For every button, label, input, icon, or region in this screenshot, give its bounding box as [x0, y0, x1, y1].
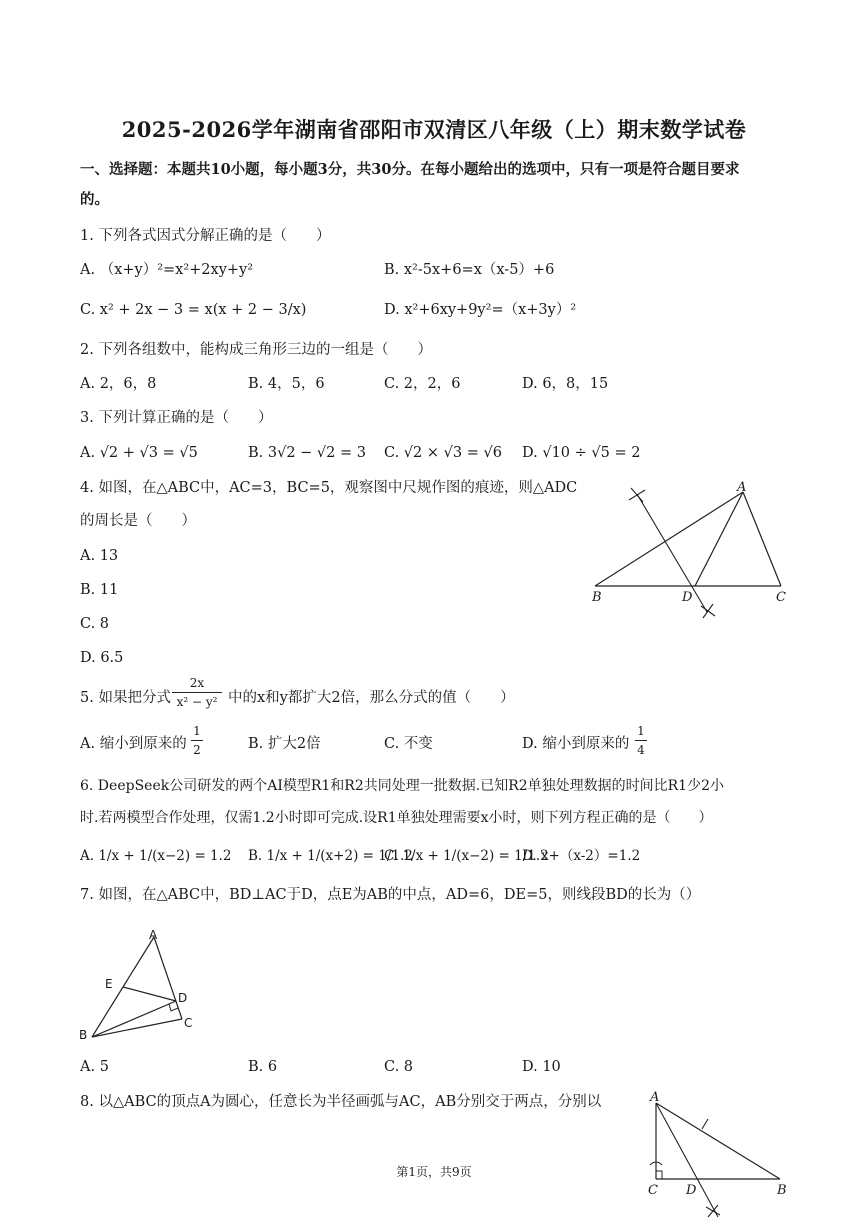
question-5-option-c: C. 不变: [384, 736, 433, 752]
question-5-option-d-denominator: 4: [637, 743, 645, 757]
question-3-stem: 3. 下列计算正确的是（ ）: [80, 410, 273, 426]
question-1-stem: 1. 下列各式因式分解正确的是（ ）: [80, 228, 331, 244]
page-footer: 第1页，共9页: [396, 1165, 472, 1179]
section-heading-line1: 一、选择题：本题共10小题，每小题3分，共30分。在每小题给出的选项中，只有一项是符合题目要求: [80, 161, 740, 178]
question-4-option-d: D. 6.5: [80, 650, 124, 666]
q4-vertex-a-label: A: [737, 480, 747, 495]
question-4-option-c: C. 8: [80, 616, 110, 632]
question-5-option-b: B. 扩大2倍: [248, 736, 321, 752]
q7-vertex-c-label: C: [184, 1016, 193, 1030]
question-3-option-b: B. 3√2 − √2 = 3: [248, 445, 366, 461]
q7-point-d-label: D: [178, 991, 188, 1005]
question-6-stem-line2: 时.若两模型合作处理，仅需1.2小时即可完成.设R1单独处理需要x小时，则下列方程正确的是（ ）: [80, 810, 713, 826]
section-heading-line2: 的。: [80, 191, 109, 208]
q4-point-d-label: D: [682, 590, 693, 605]
q7-point-e-label: E: [105, 977, 113, 991]
question-4-stem-line2: 的周长是（ ）: [80, 513, 196, 529]
question-1-option-a: A. （x+y）²=x²+2xy+y²: [80, 262, 254, 278]
q8-vertex-c-label: C: [648, 1183, 658, 1198]
question-7-triangle-figure: [80, 925, 200, 1050]
question-3-option-a: A. √2 + √3 = √5: [80, 445, 198, 461]
question-7-option-a: A. 5: [80, 1059, 109, 1075]
page-title: 2025-2026学年湖南省邵阳市双清区八年级（上）期末数学试卷: [121, 117, 747, 142]
question-5-stem-pre: 5. 如果把分式: [80, 690, 171, 706]
question-5-option-d-text: D. 缩小到原来的: [522, 736, 630, 752]
question-3-option-c: C. √2 × √3 = √6: [384, 445, 502, 461]
question-5-fraction-bar: [172, 692, 222, 693]
question-7-option-c: C. 8: [384, 1059, 414, 1075]
question-2-stem: 2. 下列各组数中，能构成三角形三边的一组是（ ）: [80, 342, 432, 358]
question-5-option-a-text: A. 缩小到原来的: [80, 736, 187, 752]
question-5-stem-post: 中的x和y都扩大2倍，那么分式的值（ ）: [228, 690, 515, 706]
question-8-triangle-figure: [640, 1095, 790, 1220]
question-7-option-d: D. 10: [522, 1059, 561, 1075]
question-5-fraction-numerator: 2x: [189, 676, 205, 690]
question-1-option-d: D. x²+6xy+9y²=（x+3y）²: [384, 302, 577, 318]
question-5-option-a-bar: [191, 740, 203, 741]
q4-vertex-b-label: B: [592, 590, 602, 605]
question-2-option-b: B. 4，5，6: [248, 376, 325, 392]
question-1-option-c: C. x² + 2x − 3 = x(x + 2 − 3/x): [80, 302, 307, 318]
question-3-option-d: D. √10 ÷ √5 = 2: [522, 445, 641, 461]
question-4-option-a: A. 13: [80, 548, 119, 564]
question-7-stem: 7. 如图，在△ABC中，BD⊥AC于D，点E为AB的中点，AD=6，DE=5，则线段BD的长为（）: [80, 887, 701, 903]
question-5-fraction-denominator: x² − y²: [176, 695, 218, 709]
q7-vertex-a-label: A: [149, 928, 158, 942]
question-5-option-d-bar: [635, 740, 647, 741]
question-2-option-a: A. 2，6，8: [80, 376, 157, 392]
question-5-option-a-numerator: 1: [193, 724, 201, 738]
question-1-option-b: B. x²-5x+6=x（x-5）+6: [384, 262, 555, 278]
question-5-option-a-denominator: 2: [193, 743, 201, 757]
question-8-stem: 8. 以△ABC的顶点A为圆心，任意长为半径画弧与AC，AB分别交于两点，分别以: [80, 1094, 602, 1110]
question-7-option-b: B. 6: [248, 1059, 278, 1075]
q4-vertex-c-label: C: [776, 590, 786, 605]
question-6-option-d: D. x+（x-2）=1.2: [522, 848, 641, 864]
question-4-stem-line1: 4. 如图，在△ABC中，AC=3，BC=5，观察图中尺规作图的痕迹，则△ADC: [80, 480, 578, 496]
q8-vertex-a-label: A: [650, 1090, 660, 1105]
question-2-option-d: D. 6，8，15: [522, 376, 609, 392]
question-6-option-b: B. 1/x + 1/(x+2) = 1/1.2: [248, 848, 413, 864]
q8-point-d-label: D: [686, 1183, 697, 1198]
question-6-option-c: C. 1/x + 1/(x−2) = 1/1.2: [384, 848, 549, 864]
question-4-option-b: B. 11: [80, 582, 119, 598]
question-2-option-c: C. 2，2，6: [384, 376, 461, 392]
question-6-stem-line1: 6. DeepSeek公司研发的两个AI模型R1和R2共同处理一批数据.已知R2单独处理数据的时间比R1少2小: [80, 778, 724, 794]
q8-vertex-b-label: B: [777, 1183, 787, 1198]
question-6-option-a: A. 1/x + 1/(x−2) = 1.2: [80, 848, 232, 864]
q7-vertex-b-label: B: [79, 1028, 88, 1042]
question-5-option-d-numerator: 1: [637, 724, 645, 738]
